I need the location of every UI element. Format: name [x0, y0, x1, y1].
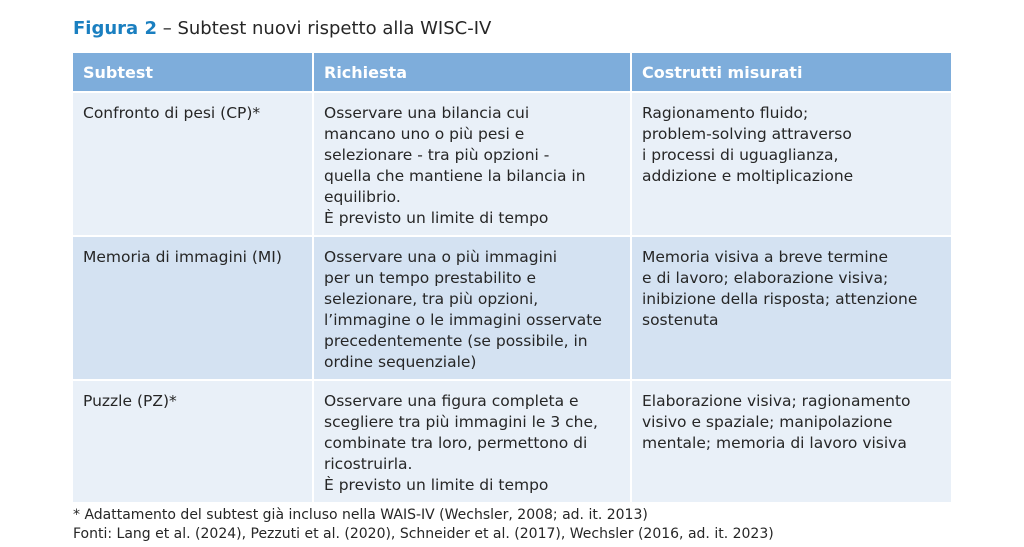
cell-richiesta: Osservare una o più immagini per un tempo prestabilito e selezionare, tra più opzioni, l’immagine o le immagini osservate precedentemente (se possibile, in ordine sequenziale) [313, 236, 631, 380]
table-row [73, 92, 951, 236]
header-costrutti: Costrutti misurati [631, 53, 951, 92]
footnote-asterisk: * Adattamento del subtest già incluso nella WAIS-IV (Wechsler, 2008; ad. it. 2013) [73, 507, 648, 523]
table-row [73, 380, 951, 502]
cell-costrutti: Elaborazione visiva; ragionamento visivo e spaziale; manipolazione mentale; memoria di lavoro visiva [631, 380, 951, 502]
cell-costrutti: Memoria visiva a breve termine e di lavoro; elaborazione visiva; inibizione della risposta; attenzione sostenuta [631, 236, 951, 380]
subtest-table [73, 53, 951, 502]
cell-subtest: Confronto di pesi (CP)* [73, 92, 313, 236]
figure-title: Subtest nuovi rispetto alla WISC-IV [177, 18, 492, 39]
figure-caption [73, 18, 491, 40]
caption-separator: – [162, 18, 172, 39]
table-row [73, 236, 951, 380]
footnotes [73, 506, 774, 544]
cell-richiesta: Osservare una bilancia cui mancano uno o più pesi e selezionare - tra più opzioni - quella che mantiene la bilancia in equilibrio. È previsto un limite di tempo [313, 92, 631, 236]
header-subtest: Subtest [73, 53, 313, 92]
cell-costrutti: Ragionamento fluido; problem-solving attraverso i processi di uguaglianza, addizione e moltiplicazione [631, 92, 951, 236]
cell-subtest: Memoria di immagini (MI) [73, 236, 313, 380]
cell-richiesta: Osservare una figura completa e scegliere tra più immagini le 3 che, combinate tra loro, permettono di ricostruirla. È previsto un limite di tempo [313, 380, 631, 502]
footnote-sources: Fonti: Lang et al. (2024), Pezzuti et al. (2020), Schneider et al. (2017), Wechsler (2016, ad. it. 2023) [73, 526, 774, 542]
cell-subtest: Puzzle (PZ)* [73, 380, 313, 502]
header-richiesta: Richiesta [313, 53, 631, 92]
figure-label: Figura 2 [73, 18, 157, 39]
table-header-row [73, 53, 951, 92]
